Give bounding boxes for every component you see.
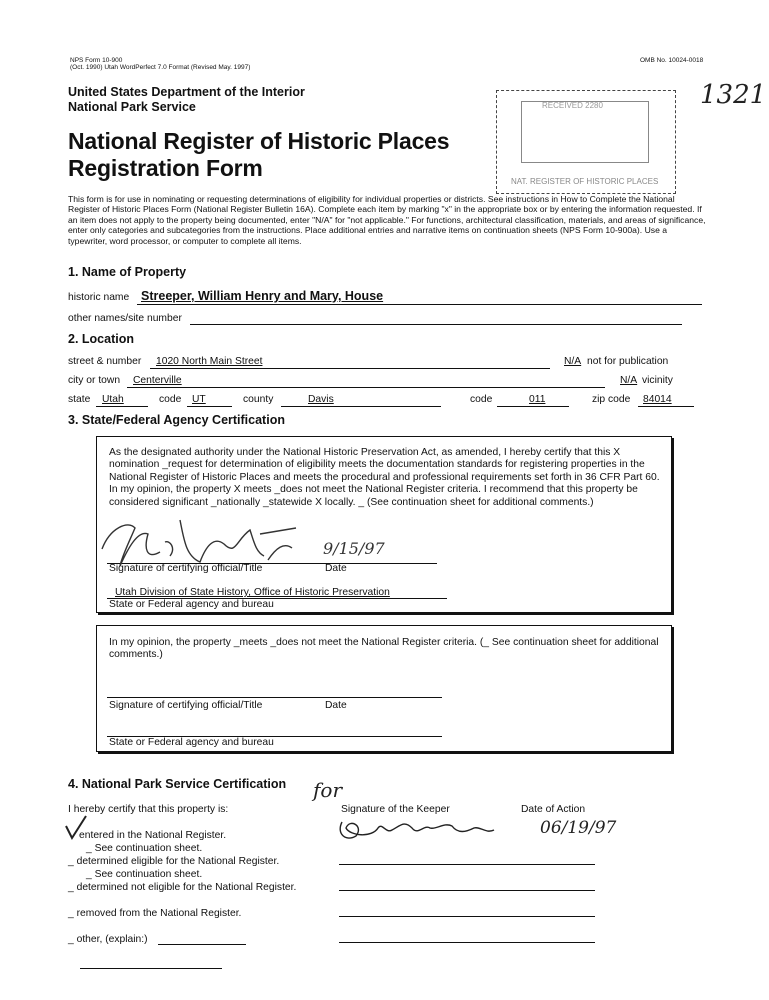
keeper-line-4[interactable] [339, 942, 595, 943]
certifying-signed-date: 9/15/97 [323, 539, 385, 558]
option-not-eligible[interactable]: _ determined not eligible for the National Register. [68, 882, 297, 893]
other-names-label: other names/site number [68, 313, 182, 324]
agency-value[interactable]: Utah Division of State History, Office of Historic Preservation [115, 587, 390, 598]
state-label: state [68, 394, 91, 405]
page-subtitle: Registration Form [68, 155, 263, 181]
county-code-value[interactable]: 011 [529, 394, 546, 405]
option-other[interactable]: _ other, (explain:) [68, 934, 148, 945]
county-code-label: code [470, 394, 493, 405]
state-value[interactable]: Utah [102, 394, 124, 405]
city-value[interactable]: Centerville [133, 375, 182, 386]
other-agency-opinion-text: In my opinion, the property _meets _does not meet the National Register criteria. (_ See continuation sheet for additional comments.) [109, 637, 659, 661]
omb-number: OMB No. 10024-0018 [640, 57, 704, 64]
historic-name-label: historic name [68, 292, 130, 303]
page-title: National Register of Historic Places [68, 128, 450, 154]
instructions-paragraph: This form is for use in nominating or requesting determinations of eligibility for individual properties or districts. See instructions in How to Complete the National Register of Historic Places Form (National Register Bulletin 16A). Complete each item by marking "x" in the appropriate box or by entering the information requested. If an item does not apply to the property being documented, enter "N/A" for "not applicable." For functions, architectural classification, materials, and areas of significance, enter only categories and subcategories from the instructions. Place additional entries and narrative items on continuation sheets (NPS Form 10-900a). Use a typewriter, word processor, or computer to complete all items. [68, 194, 706, 246]
certifying-date-label: Date [325, 563, 347, 574]
county-label: county [243, 394, 274, 405]
for-mark: for [313, 778, 343, 802]
keeper-line-3[interactable] [339, 916, 595, 917]
option-eligible[interactable]: _ determined eligible for the National Register. [68, 856, 280, 867]
option-eligible-continuation[interactable]: _ See continuation sheet. [86, 869, 203, 880]
keeper-date: 06/19/97 [540, 818, 617, 838]
option-entered[interactable]: entered in the National Register. [79, 830, 227, 841]
keeper-line-2[interactable] [339, 890, 595, 891]
handwritten-reference-number: 1321 [700, 80, 767, 110]
zip-value[interactable]: 84014 [643, 394, 672, 405]
service-name: National Park Service [68, 100, 196, 114]
city-label: city or town [68, 375, 121, 386]
keeper-line-1[interactable] [339, 864, 595, 865]
form-revision: (Oct. 1990) Utah WordPerfect 7.0 Format (Revised May. 1997) [70, 64, 251, 71]
zip-label: zip code [592, 394, 631, 405]
vicinity-label: vicinity [642, 375, 673, 386]
stamp-received-text: RECEIVED 2280 [542, 101, 603, 110]
section-2-heading: 2. Location [68, 332, 134, 346]
form-id: NPS Form 10-900 [70, 57, 123, 64]
section-4-heading: 4. National Park Service Certification [68, 777, 287, 791]
other-date-label: Date [325, 700, 347, 711]
county-value[interactable]: Davis [308, 394, 334, 405]
vicinity-value[interactable]: N/A [620, 375, 638, 386]
option-entered-continuation[interactable]: _ See continuation sheet. [86, 843, 203, 854]
not-for-publication-label: not for publication [587, 356, 669, 367]
stamp-register-text: NAT. REGISTER OF HISTORIC PLACES [511, 177, 659, 186]
keeper-signature-label: Signature of the Keeper [341, 804, 450, 815]
state-code-label: code [159, 394, 182, 405]
other-signature-label: Signature of certifying official/Title [109, 700, 263, 711]
historic-name-value[interactable]: Streeper, William Henry and Mary, House [141, 289, 384, 303]
certify-statement: I hereby certify that this property is: [68, 804, 229, 815]
certifying-signature-label: Signature of certifying official/Title [109, 563, 263, 574]
date-of-action-label: Date of Action [521, 804, 586, 815]
option-removed[interactable]: _ removed from the National Register. [68, 908, 242, 919]
agency-label: State or Federal agency and bureau [109, 599, 274, 610]
state-code-value[interactable]: UT [192, 394, 206, 405]
not-for-publication-value[interactable]: N/A [564, 356, 582, 367]
street-value[interactable]: 1020 North Main Street [156, 356, 263, 367]
street-label: street & number [68, 356, 142, 367]
section-3-heading: 3. State/Federal Agency Certification [68, 413, 285, 427]
department-name: United States Department of the Interior [68, 85, 305, 99]
state-certification-text: As the designated authority under the National Historic Preservation Act, as amended, I hereby certify that this X nomination _request for determination of eligibility meets the documentation standards for registering properties in the National Register of Historic Places and meets the procedural and professional requirements set forth in 36 CFR Part 60. In my opinion, the property X meets _does not meet the National Register criteria. I recommend that this property be considered significant _nationally _statewide X locally. _ (See continuation sheet for additional comments.) [109, 447, 660, 508]
section-1-heading: 1. Name of Property [68, 265, 187, 279]
other-agency-label: State or Federal agency and bureau [109, 737, 274, 748]
